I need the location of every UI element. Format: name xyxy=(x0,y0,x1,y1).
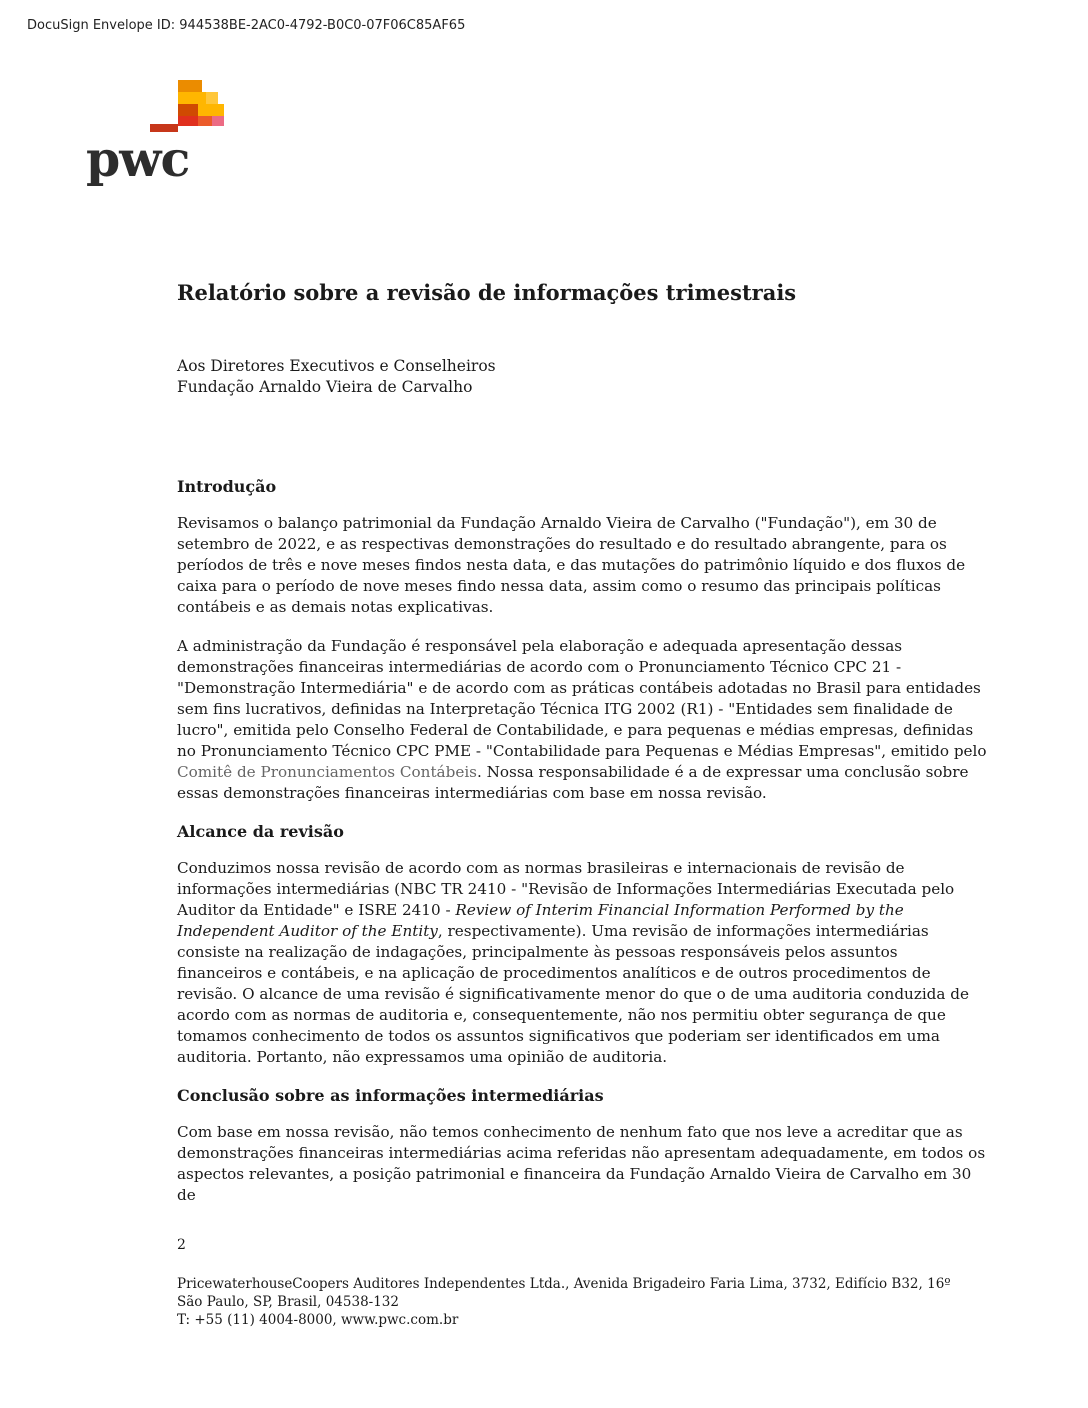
section-heading-conclusao: Conclusão sobre as informações intermediárias xyxy=(177,1086,604,1105)
page-number: 2 xyxy=(177,1237,186,1253)
paragraph: Com base em nossa revisão, não temos conhecimento de nenhum fato que nos leve a acreditar que as demonstrações financeiras intermediárias acima referidas não apresentam adequadamente, em todos os aspectos relevantes, a posição patrimonial e financeira da Fundação Arnaldo Vieira de Carvalho em 30 de xyxy=(177,1123,986,1204)
pwc-logo xyxy=(86,80,236,190)
logo-square xyxy=(198,104,224,116)
document-body xyxy=(177,280,987,1224)
logo-square xyxy=(212,116,224,126)
paragraph-text: , respectivamente). Uma revisão de informações intermediárias consiste na realização de indagações, principalmente às pessoas responsáveis pelos assuntos financeiros e contábeis, e na aplicação de procedimentos analíticos e de outros procedimentos de revisão. O alcance de uma revisão é significativamente menor do que o de uma auditoria conduzida de acordo com as normas de auditoria e, consequentemente, não nos permitiu obter segurança de que tomamos conhecimento de todos os assuntos significativos que poderiam ser identificados em uma auditoria. Portanto, não expressamos uma opinião de auditoria. xyxy=(177,922,969,1066)
paragraph-text: . Nossa responsabilidade é a de expressar uma conclusão sobre essas demonstrações financeiras intermediárias com base em nossa revisão. xyxy=(177,763,969,802)
logo-square xyxy=(178,104,198,116)
addressee-line: Fundação Arnaldo Vieira de Carvalho xyxy=(177,378,473,396)
logo-square xyxy=(178,92,206,104)
docusign-envelope-id: DocuSign Envelope ID: 944538BE-2AC0-4792-B0C0-07F06C85AF65 xyxy=(27,18,466,33)
logo-square xyxy=(206,92,218,104)
logo-square xyxy=(198,116,212,126)
logo-wordmark: pwc xyxy=(86,130,190,188)
document-title: Relatório sobre a revisão de informações trimestrais xyxy=(177,280,797,305)
footer-line: São Paulo, SP, Brasil, 04538-132 xyxy=(177,1294,399,1310)
paragraph xyxy=(177,636,987,804)
section-heading-alcance: Alcance da revisão xyxy=(177,822,344,841)
paragraph-italic-text: Review of Interim Financial Information Performed by the Independent Auditor of the Entity xyxy=(177,901,904,940)
footer-line: PricewaterhouseCoopers Auditores Independentes Ltda., Avenida Brigadeiro Faria Lima, 3732, Edifício B32, 16º xyxy=(177,1276,951,1292)
logo-square xyxy=(178,116,198,126)
addressee-line: Aos Diretores Executivos e Conselheiros xyxy=(177,357,496,375)
footer xyxy=(177,1275,951,1329)
addressee-block xyxy=(177,356,987,398)
paragraph-text: A administração da Fundação é responsável pela elaboração e adequada apresentação dessas demonstrações financeiras intermediárias de acordo com o Pronunciamento Técnico CPC 21 - "Demonstração Intermediária" e de acordo com as práticas contábeis adotadas no Brasil para entidades sem fins lucrativos, definidas na Interpretação Técnica ITG 2002 (R1) - "Entidades sem finalidade de lucro", emitida pelo Conselho Federal de Contabilidade, e para pequenas e médias empresas, definidas no Pronunciamento Técnico CPC PME - "Contabilidade para Pequenas e Médias Empresas", emitido pelo xyxy=(177,637,987,760)
footer-line: T: +55 (11) 4004-8000, www.pwc.com.br xyxy=(177,1312,459,1328)
logo-square xyxy=(178,80,202,92)
section-heading-introducao: Introdução xyxy=(177,477,277,496)
cpc-link[interactable]: Comitê de Pronunciamentos Contábeis xyxy=(177,763,477,781)
paragraph: Revisamos o balanço patrimonial da Fundação Arnaldo Vieira de Carvalho ("Fundação"), em 30 de setembro de 2022, e as respectivas demonstrações do resultado e do resultado abrangente, para os períodos de três e nove meses findos nesta data, e das mutações do patrimônio líquido e dos fluxos de caixa para o período de nove meses findo nessa data, assim como o resumo das principais políticas contábeis e as demais notas explicativas. xyxy=(177,514,966,616)
paragraph-text: Conduzimos nossa revisão de acordo com as normas brasileiras e internacionais de revisão de informações intermediárias (NBC TR 2410 - "Revisão de Informações Intermediárias Executada pelo Auditor da Entidade" e ISRE 2410 - xyxy=(177,859,955,919)
paragraph xyxy=(177,858,987,1068)
